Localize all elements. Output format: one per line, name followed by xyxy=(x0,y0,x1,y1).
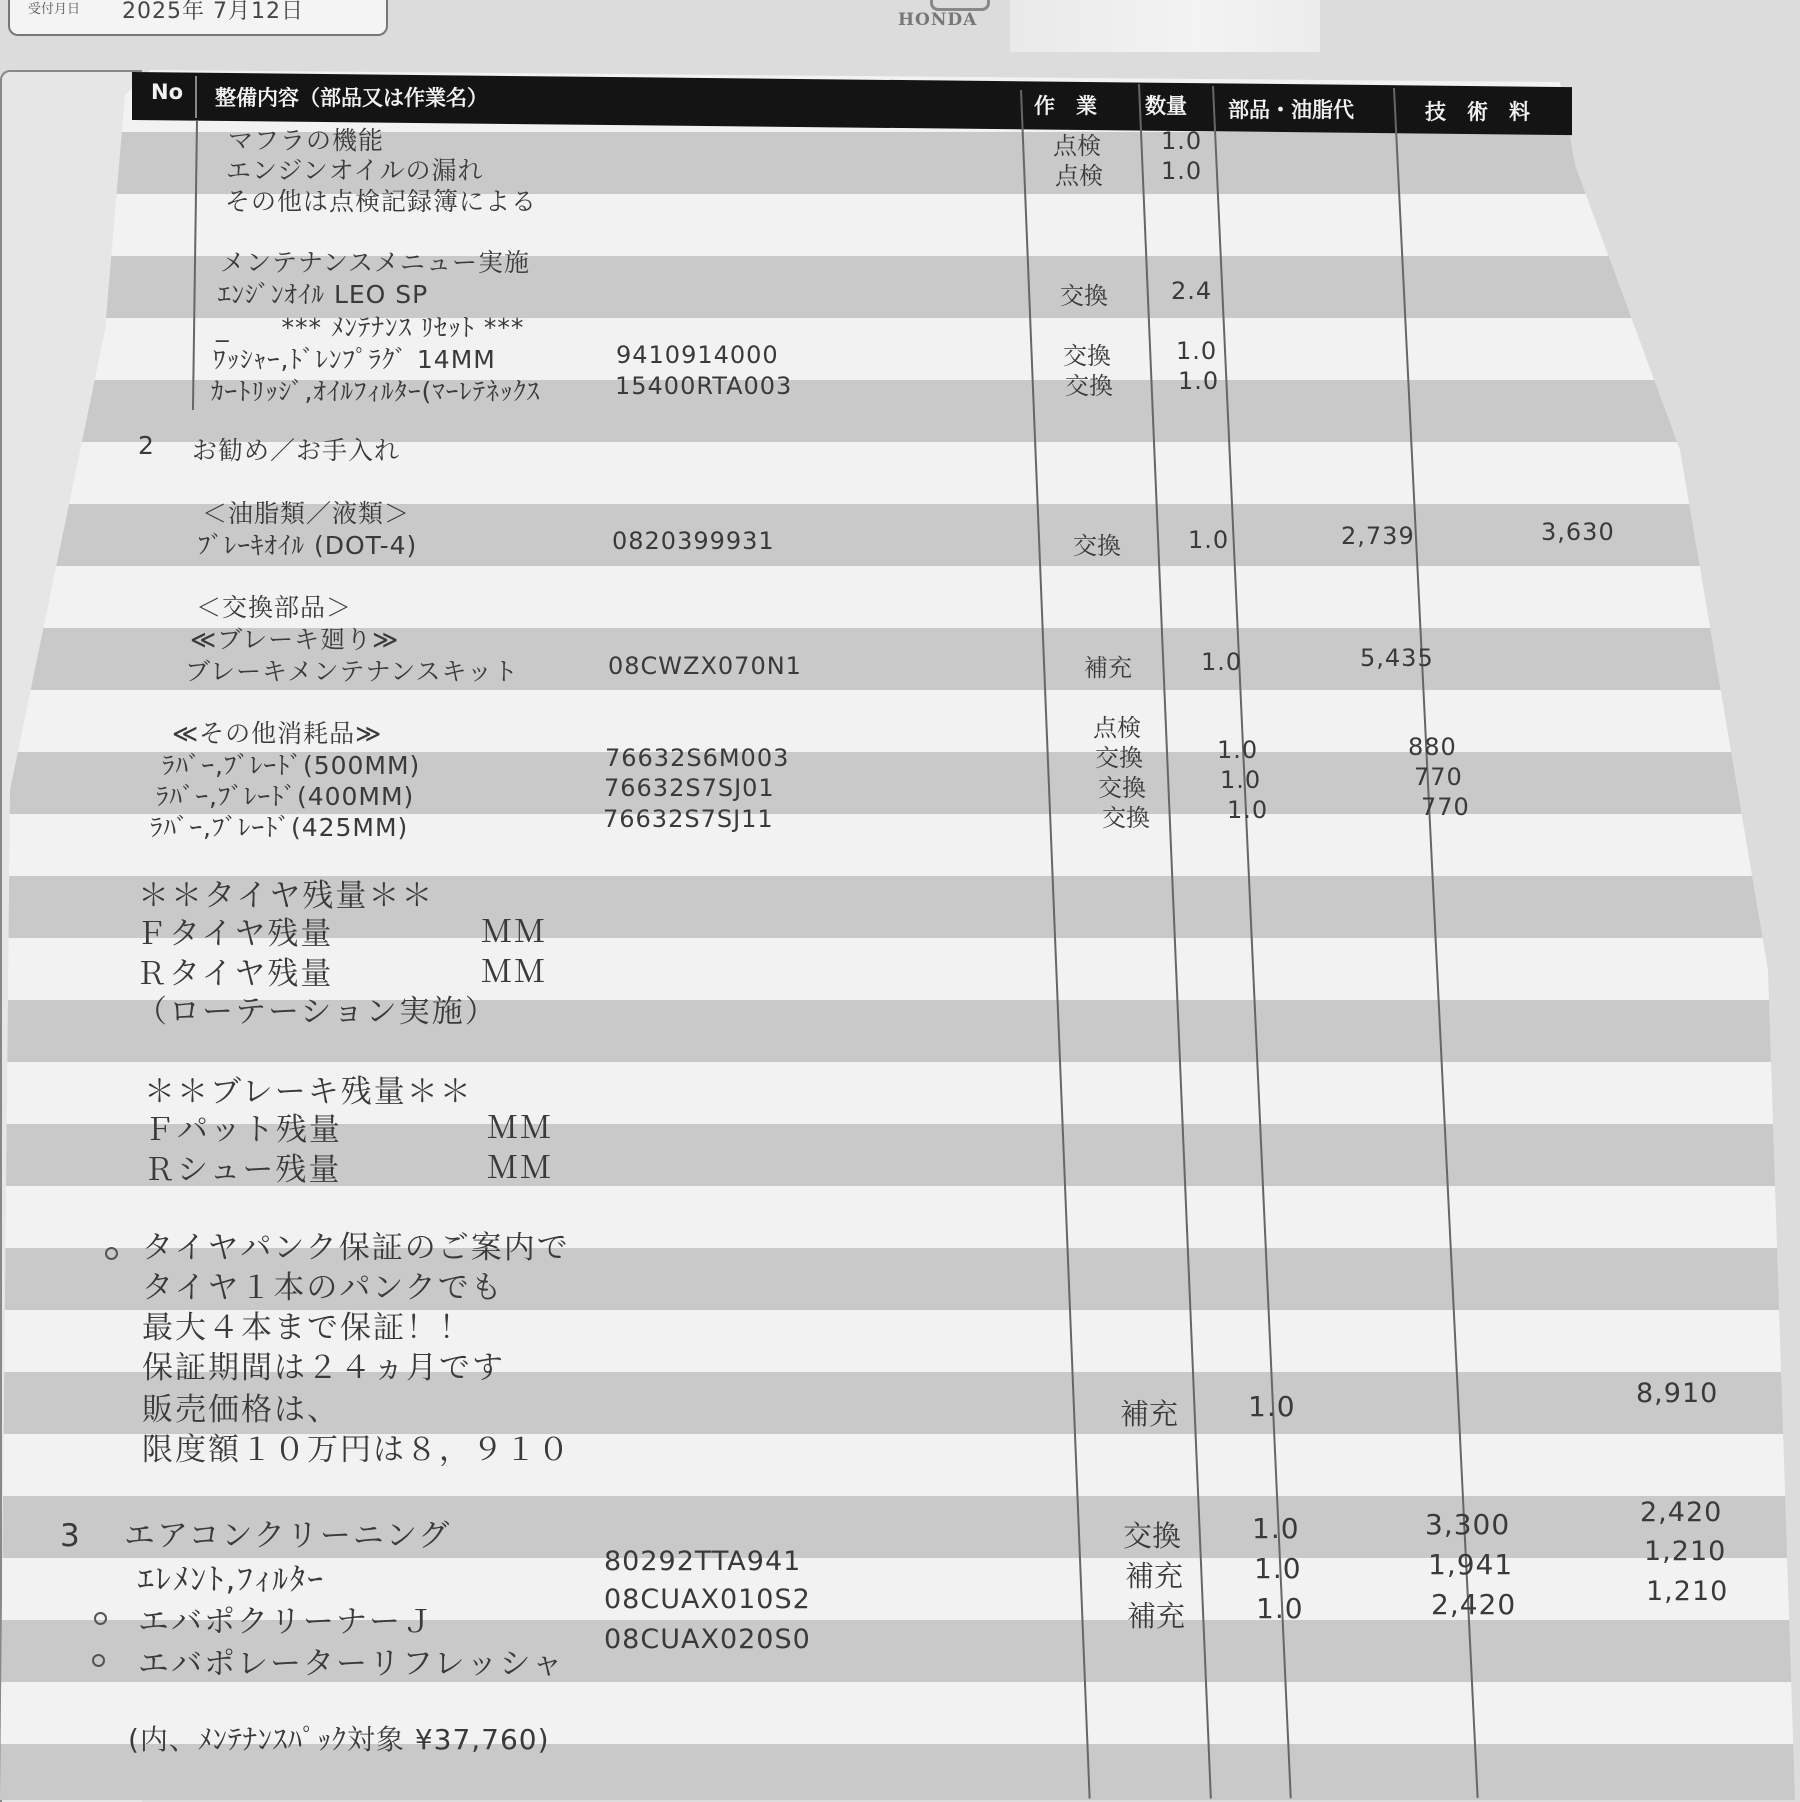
item-description: ブレーキメンテナンスキット xyxy=(185,657,520,686)
labor-fee: 8,910 xyxy=(1636,1378,1719,1409)
category-heading: ＜交換部品＞ xyxy=(196,593,353,622)
subcategory-heading: ≪その他消耗品≫ xyxy=(172,719,383,748)
notice-text: 保証期間は２４ヵ月です xyxy=(142,1350,505,1386)
notice-text: タイヤ１本のパンクでも xyxy=(142,1270,504,1306)
item-work: 交換 xyxy=(1073,532,1121,560)
item-quantity: 1.0 xyxy=(1252,1512,1300,1545)
item-work: 補充 xyxy=(1125,1559,1184,1593)
maintenance-pack-note: (内、ﾒﾝﾃﾅﾝｽﾊﾟｯｸ対象 ¥37,760) xyxy=(128,1723,550,1756)
section-heading: エアコンクリーニング xyxy=(124,1518,452,1554)
item-quantity: 1.0 xyxy=(1201,648,1243,676)
item-description: その他は点検記録簿による xyxy=(225,187,538,216)
brand-logo: HONDA xyxy=(898,10,978,30)
part-number: 0820399931 xyxy=(612,527,775,555)
item-description: （ローテーション実施） xyxy=(136,994,498,1030)
item-number: 2 xyxy=(138,431,155,460)
item-quantity: 1.0 xyxy=(1227,796,1269,824)
parts-fee: 770 xyxy=(1414,763,1463,791)
section-heading: ＊＊ブレーキ残量＊＊ xyxy=(144,1074,473,1110)
subcategory-heading: ≪ブレーキ廻り≫ xyxy=(190,625,400,654)
item-quantity: 1.0 xyxy=(1178,367,1220,395)
item-quantity: 1.0 xyxy=(1220,766,1262,794)
item-description: ﾗﾊﾞｰ,ﾌﾞﾚｰﾄﾞ(500MM) xyxy=(162,751,421,780)
item-quantity: 1.0 xyxy=(1161,127,1203,155)
item-work: 交換 xyxy=(1063,342,1111,370)
section-heading: お勧め／お手入れ xyxy=(192,436,401,465)
labor-fee: 1,210 xyxy=(1644,1536,1727,1567)
labor-fee: 1,210 xyxy=(1646,1576,1729,1607)
notice-text: 最大４本まで保証！！ xyxy=(142,1310,472,1346)
item-work: 補充 xyxy=(1127,1599,1186,1633)
item-quantity: 1.0 xyxy=(1256,1592,1304,1625)
item-description: Ｆパット残量 xyxy=(144,1112,342,1148)
part-number: 80292TTA941 xyxy=(604,1546,802,1577)
part-number: 08CUAX020S0 xyxy=(604,1624,811,1655)
item-work: 補充 xyxy=(1084,654,1132,682)
parts-fee: 5,435 xyxy=(1360,644,1434,672)
item-description: ﾗﾊﾞｰ,ﾌﾞﾚｰﾄﾞ(425MM) xyxy=(150,813,409,842)
item-work: 交換 xyxy=(1095,744,1143,772)
item-description: Ｒタイヤ残量 xyxy=(136,956,334,992)
notice-text: 販売価格は、 xyxy=(142,1392,340,1428)
item-work: 交換 xyxy=(1060,282,1108,310)
item-work: 点検 xyxy=(1053,132,1101,160)
item-quantity: 1.0 xyxy=(1254,1552,1302,1585)
reception-date-value: 2025年 7月12日 xyxy=(122,0,304,24)
item-quantity: 1.0 xyxy=(1176,337,1218,365)
parts-fee: 2,420 xyxy=(1431,1588,1517,1621)
item-number: 3 xyxy=(60,1518,82,1554)
header-divider xyxy=(195,76,197,118)
item-description: Ｒシュー残量 xyxy=(144,1152,342,1188)
column-header-description: 整備内容（部品又は作業名） xyxy=(215,86,488,110)
part-number: 76632S7SJ01 xyxy=(604,774,775,802)
item-work: 補充 xyxy=(1120,1397,1179,1431)
part-number: 76632S7SJ11 xyxy=(603,805,774,833)
item-work: 交換 xyxy=(1098,774,1146,802)
bullet-marker xyxy=(94,1612,107,1625)
notice-text: タイヤパンク保証のご案内で xyxy=(142,1230,570,1266)
measurement-unit: ＭＭ xyxy=(481,954,547,990)
item-work: 交換 xyxy=(1102,804,1150,832)
column-header-quantity: 数量 xyxy=(1145,94,1187,118)
part-number: 76632S6M003 xyxy=(605,744,790,772)
measurement-unit: ＭＭ xyxy=(481,914,547,950)
measurement-unit: ＭＭ xyxy=(487,1150,553,1186)
item-description: エバポクリーナーＪ xyxy=(138,1604,435,1640)
item-description: エバポレーターリフレッシャ xyxy=(138,1646,565,1682)
bullet-marker xyxy=(92,1654,105,1667)
bullet-marker xyxy=(105,1247,118,1260)
item-description: ｶｰﾄﾘｯｼﾞ,ｵｲﾙﾌｨﾙﾀｰ(ﾏｰﾚﾃﾈｯｸｽ xyxy=(211,377,541,406)
parts-fee: 2,739 xyxy=(1341,522,1415,550)
item-description: エンジンオイルの漏れ xyxy=(226,156,484,185)
item-description: ﾗﾊﾞｰ,ﾌﾞﾚｰﾄﾞ(400MM) xyxy=(156,782,415,811)
item-work: 点検 xyxy=(1055,162,1103,190)
item-description: ﾌﾞﾚｰｷｵｲﾙ (DOT-4) xyxy=(198,531,418,560)
item-quantity: 1.0 xyxy=(1188,526,1230,554)
part-number: 9410914000 xyxy=(616,341,779,369)
item-quantity: 2.4 xyxy=(1171,277,1213,305)
item-description: ｴﾚﾒﾝﾄ,ﾌｨﾙﾀｰ xyxy=(138,1562,325,1598)
labor-fee: 3,630 xyxy=(1541,518,1615,546)
column-header-work: 作 業 xyxy=(1034,94,1097,118)
measurement-unit: ＭＭ xyxy=(487,1110,553,1146)
item-description: ｴﾝｼﾞﾝｵｲﾙ LEO SP xyxy=(218,280,429,309)
section-heading: メンテナンスメニュー実施 xyxy=(220,248,531,277)
labor-fee: 2,420 xyxy=(1640,1497,1723,1528)
reception-date-box xyxy=(8,0,388,36)
redacted-area xyxy=(1010,0,1320,52)
part-number: 08CWZX070N1 xyxy=(608,652,802,680)
item-description: Ｆタイヤ残量 xyxy=(136,916,334,952)
item-work: 交換 xyxy=(1065,372,1113,400)
item-quantity: 1.0 xyxy=(1161,157,1203,185)
column-header-no: No xyxy=(151,80,184,104)
item-description: マフラの機能 xyxy=(228,126,385,155)
item-description: _ *** ﾒﾝﾃﾅﾝｽ ﾘｾｯﾄ *** xyxy=(216,313,525,342)
part-number: 15400RTA003 xyxy=(615,372,793,400)
section-heading: ＊＊タイヤ残量＊＊ xyxy=(138,878,435,914)
item-quantity: 1.0 xyxy=(1217,736,1259,764)
column-header-parts-fee: 部品・油脂代 xyxy=(1228,98,1354,122)
parts-fee: 1,941 xyxy=(1428,1548,1514,1581)
parts-fee: 880 xyxy=(1408,733,1457,761)
reception-date-label: 受付月日 xyxy=(28,2,81,17)
item-work: 点検 xyxy=(1093,714,1141,742)
item-work: 交換 xyxy=(1123,1519,1182,1553)
parts-fee: 3,300 xyxy=(1425,1508,1511,1541)
category-heading: ＜油脂類／液類＞ xyxy=(202,499,411,528)
part-number: 08CUAX010S2 xyxy=(604,1584,811,1615)
notice-text: 限度額１０万円は８，９１０ xyxy=(142,1432,571,1468)
item-description: ﾜｯｼｬｰ,ﾄﾞﾚﾝﾌﾟﾗｸﾞ 14MM xyxy=(213,345,496,374)
item-quantity: 1.0 xyxy=(1248,1390,1296,1423)
column-header-labor-fee: 技 術 料 xyxy=(1425,100,1530,124)
parts-fee: 770 xyxy=(1421,793,1470,821)
